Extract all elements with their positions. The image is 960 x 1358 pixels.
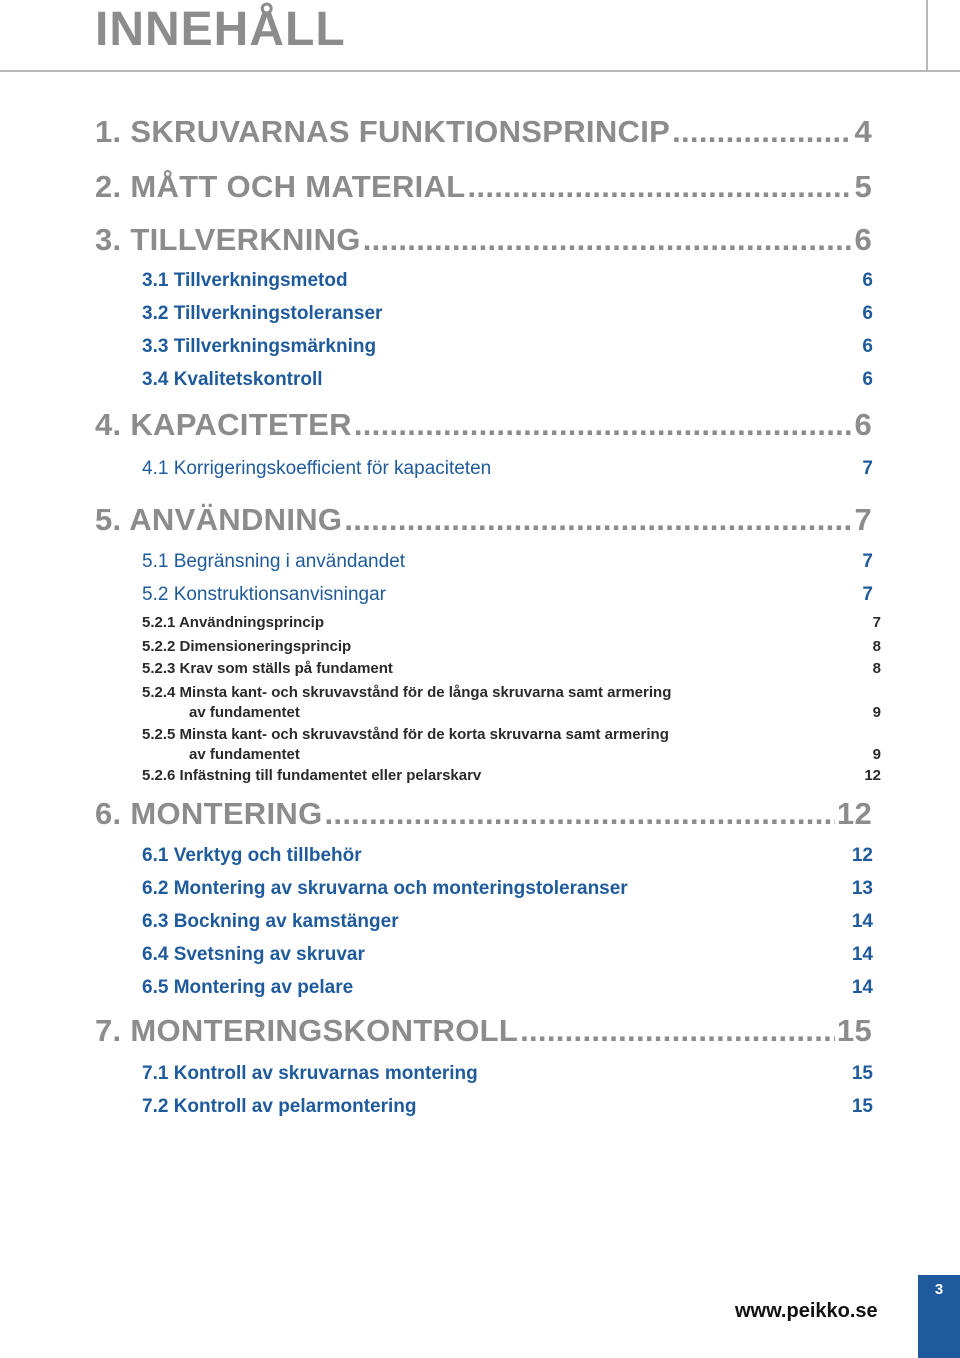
toc-label: 5.2.1 Användningsprincip [142, 614, 324, 631]
toc-page: 9 [872, 704, 881, 721]
toc-page: 7 [854, 502, 872, 537]
toc-entry-5-2-3[interactable] [142, 660, 881, 677]
toc-entry-5-2-5[interactable] [142, 726, 881, 763]
toc-entry-3-1[interactable] [142, 270, 873, 292]
toc-entry-3-2[interactable] [142, 303, 873, 325]
toc-entry-5-1[interactable] [142, 551, 873, 573]
leader-dots [363, 222, 853, 258]
toc-label: 7. MONTERINGSKONTROLL [95, 1013, 519, 1048]
toc-entry-7-2[interactable] [142, 1096, 873, 1118]
toc-label: 3. TILLVERKNING [95, 222, 361, 257]
toc-entry-7[interactable] [95, 1013, 872, 1049]
toc-page: 7 [862, 551, 873, 572]
toc-label-continued: av fundamentet [189, 746, 300, 763]
toc-page: 8 [872, 660, 881, 677]
toc-label: 6.1 Verktyg och tillbehör [142, 845, 362, 866]
header-divider [0, 70, 960, 72]
toc-entry-1[interactable] [95, 114, 872, 150]
header-vertical-divider [926, 0, 928, 72]
page-number-tab [918, 1275, 960, 1358]
leader-dots [354, 407, 853, 443]
toc-page: 6 [862, 369, 873, 390]
toc-entry-2[interactable] [95, 169, 872, 205]
toc-page: 15 [851, 1063, 873, 1084]
toc-label: 6. MONTERING [95, 796, 323, 831]
toc-label: 4. KAPACITETER [95, 407, 352, 442]
toc-label: 5.2.3 Krav som ställs på fundament [142, 660, 393, 677]
toc-label: 6.5 Montering av pelare [142, 977, 354, 998]
toc-label: 6.4 Svetsning av skruvar [142, 944, 365, 965]
toc-label: 5. ANVÄNDNING [95, 502, 343, 537]
toc-label: 2. MÅTT OCH MATERIAL [95, 169, 466, 204]
toc-page: 14 [851, 911, 873, 932]
toc-page: 13 [851, 878, 873, 899]
toc-entry-6-2[interactable] [142, 878, 873, 900]
toc-entry-5-2[interactable] [142, 584, 873, 606]
toc-entry-5-2-4[interactable] [142, 684, 881, 721]
toc-label: 3.1 Tillverkningsmetod [142, 270, 348, 291]
toc-entry-7-1[interactable] [142, 1063, 873, 1085]
toc-entry-3-4[interactable] [142, 369, 873, 391]
toc-page: 8 [872, 638, 881, 655]
toc-page: 7 [862, 458, 873, 479]
toc-entry-4-1[interactable] [142, 458, 873, 480]
toc-page: 6 [862, 270, 873, 291]
toc-label: 5.2.4 Minsta kant- och skruvavstånd för de långa skruvarna samt armering [142, 684, 672, 701]
toc-entry-3[interactable] [95, 222, 872, 258]
toc-page: 12 [836, 796, 872, 831]
toc-label: 3.3 Tillverkningsmärkning [142, 336, 377, 357]
toc-page: 6 [862, 336, 873, 357]
toc-page: 12 [864, 767, 881, 784]
toc-label: 6.3 Bockning av kamstänger [142, 911, 399, 932]
toc-page: 9 [872, 746, 881, 763]
toc-label: 5.2.5 Minsta kant- och skruvavstånd för de korta skruvarna samt armering [142, 726, 669, 743]
toc-page: 14 [851, 944, 873, 965]
toc-entry-5-2-1[interactable] [142, 614, 881, 631]
toc-page: 14 [851, 977, 873, 998]
toc-page: 6 [862, 303, 873, 324]
toc-page: 12 [851, 845, 873, 866]
page-title: INNEHÅLL [95, 3, 346, 56]
toc-page: 7 [862, 584, 873, 605]
toc-entry-5-2-6[interactable] [142, 767, 881, 784]
toc-entry-6-3[interactable] [142, 911, 873, 933]
toc-label-continued: av fundamentet [189, 704, 300, 721]
toc-entry-4[interactable] [95, 407, 872, 443]
toc-entry-6-1[interactable] [142, 845, 873, 867]
toc-entry-6[interactable] [95, 796, 872, 832]
toc-page: 15 [851, 1096, 873, 1117]
toc-page: 4 [854, 114, 872, 149]
website-link[interactable]: www.peikko.se [735, 1300, 878, 1322]
leader-dots [520, 1013, 835, 1049]
toc-label: 5.1 Begränsning i användandet [142, 551, 406, 572]
toc-page: 5 [854, 169, 872, 204]
toc-label: 6.2 Montering av skruvarna och monteringstoleranser [142, 878, 628, 899]
toc-label: 5.2.2 Dimensioneringsprincip [142, 638, 352, 655]
leader-dots [325, 796, 835, 832]
toc-entry-6-5[interactable] [142, 977, 873, 999]
toc-entry-6-4[interactable] [142, 944, 873, 966]
toc-label: 5.2 Konstruktionsanvisningar [142, 584, 386, 605]
toc-entry-5[interactable] [95, 502, 872, 538]
toc-label: 1. SKRUVARNAS FUNKTIONSPRINCIP [95, 114, 671, 149]
toc-label: 4.1 Korrigeringskoefficient för kapaciteten [142, 458, 492, 479]
toc-label: 7.2 Kontroll av pelarmontering [142, 1096, 417, 1117]
leader-dots [344, 502, 852, 538]
toc-entry-3-3[interactable] [142, 336, 873, 358]
leader-dots [672, 114, 852, 150]
toc-page: 6 [854, 222, 872, 257]
toc-label: 3.2 Tillverkningstoleranser [142, 303, 383, 324]
toc-entry-5-2-2[interactable] [142, 638, 881, 655]
leader-dots [468, 169, 853, 205]
toc-page: 15 [836, 1013, 872, 1048]
toc-label: 7.1 Kontroll av skruvarnas montering [142, 1063, 478, 1084]
page-number: 3 [934, 1281, 944, 1298]
toc-label: 5.2.6 Infästning till fundamentet eller pelarskarv [142, 767, 482, 784]
toc-page: 6 [854, 407, 872, 442]
toc-page: 7 [872, 614, 881, 631]
toc-label: 3.4 Kvalitetskontroll [142, 369, 323, 390]
